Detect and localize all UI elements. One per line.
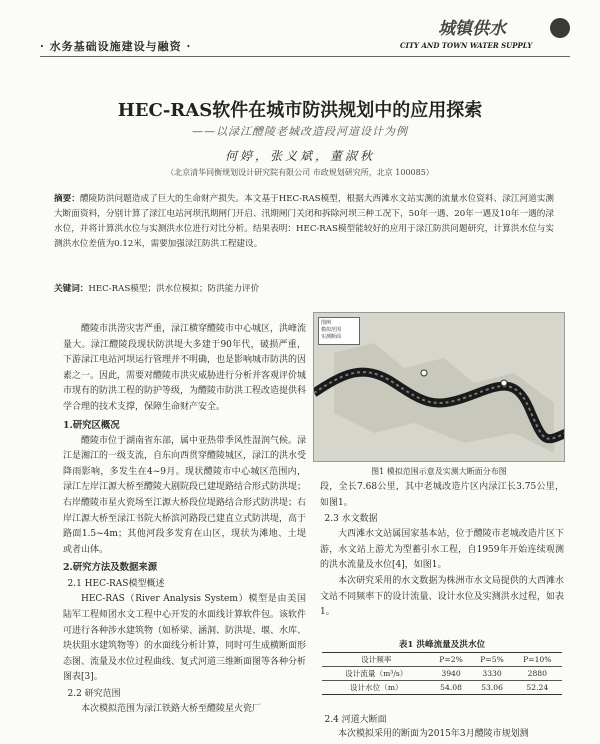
table-cell: 3330 bbox=[472, 667, 513, 681]
paper-title: HEC-RAS软件在城市防洪规划中的应用探索 bbox=[117, 100, 483, 121]
section-2-3-paragraph-b: 本次研究采用的水文数据为株洲市水文局提供的大西滩水文站不同频率下的设计流量、设计水位及实测洪水过程，如表1。 bbox=[320, 575, 564, 618]
table-header-cell: P=5% bbox=[472, 653, 513, 667]
abstract bbox=[54, 192, 554, 252]
legend-title: 图例 bbox=[321, 320, 332, 326]
subsection-heading-2-1: 2.1 HEC-RAS模型概述 bbox=[67, 579, 165, 590]
station-marker bbox=[501, 380, 507, 386]
map-legend bbox=[318, 317, 360, 345]
brand-cn: 城镇供水 bbox=[438, 19, 506, 39]
table-cell: 设计流量（m³/s） bbox=[322, 667, 431, 681]
legend-item-range: 模拟范围 bbox=[321, 327, 342, 333]
section-heading-1: 1.研究区概况 bbox=[63, 419, 120, 431]
legend-item-section: 实测断面 bbox=[321, 334, 342, 340]
paper-authors: 何婷，张义斌，董淑秋 bbox=[224, 149, 375, 163]
paper-subtitle: ——以渌江醴陵老城改造段河道设计为例 bbox=[192, 125, 408, 138]
figure-1-map bbox=[313, 312, 565, 462]
figure-1-caption: 图1 模拟范围示意及实测大断面分布图 bbox=[371, 467, 507, 476]
keywords-label: 关键词： bbox=[54, 284, 89, 294]
journal-section: · 水务基础设施建设与融资 · bbox=[40, 40, 192, 53]
abstract-label: 摘要： bbox=[54, 194, 80, 204]
table-header-cell: 设计频率 bbox=[322, 653, 431, 667]
table-row bbox=[322, 667, 562, 681]
paper-affiliation: （北京清华同衡规划设计研究院有限公司 市政规划研究所，北京 100085） bbox=[166, 168, 434, 177]
journal-logo-icon bbox=[550, 18, 570, 38]
table-header-cell: P=2% bbox=[431, 653, 472, 667]
section-2-2-paragraph: 本次模拟范围为渌江铁路大桥至醴陵星火瓷厂 bbox=[81, 703, 262, 714]
right-column bbox=[320, 480, 564, 621]
abstract-text: 醴陵防洪问题造成了巨大的生命财产损失。本文基于HEC-RAS模型，根据大西滩水文站实测的流量水位资料、渌江河道实测大断面资料，分别计算了渌江电站河坝汛期闸门开启、汛期闸门关闭和拆除河坝三种工况下，50年一遇、20年一遇及10年一遇的渌水位，并将计算洪水位与实测洪水位进行对比分析。结果表明：HEC-RAS模型能较好的应用于渌江防洪问题研究，计算洪水位与实测洪水位差值为0.12米，需要加强渌江防洪工程建设。 bbox=[54, 194, 554, 249]
table-cell: 2880 bbox=[513, 667, 562, 681]
intro-paragraph: 醴陵市洪涝灾害严重，渌江横穿醴陵市中心城区，洪峰流量大。渌江醴陵段现状防洪堤大多建于90年代，破损严重，下游渌江电站河坝运行管理并不明确，也是影响城市防洪的因素之一。因此，需要对醴陵市洪灾威胁进行分析并客观评价城市现有的防洪工程的防护等级，为醴陵市防洪工程改造提供科学合理的技术支撑，保障生命财产安全。 bbox=[63, 324, 307, 412]
header-rule bbox=[40, 56, 570, 57]
keywords-text: HEC-RAS模型；洪水位模拟；防洪能力评价 bbox=[88, 284, 260, 294]
section-2-4-block bbox=[320, 727, 564, 743]
table-cell: 3940 bbox=[431, 667, 472, 681]
table-cell: 54.08 bbox=[431, 681, 472, 695]
table-cell: 设计水位（m） bbox=[322, 681, 431, 695]
continued-paragraph: 段，全长7.68公里，其中老城改造片区内渌江长3.75公里，如图1。 bbox=[320, 482, 564, 508]
keywords bbox=[54, 282, 554, 294]
journal-brand bbox=[400, 14, 570, 54]
table-1-caption: 表1 洪峰流量及洪水位 bbox=[398, 640, 486, 650]
table-1 bbox=[322, 652, 562, 695]
subsection-heading-2-3: 2.3 水文数据 bbox=[324, 514, 378, 525]
left-column bbox=[63, 322, 306, 717]
station-marker bbox=[421, 370, 427, 376]
right-column-bottom bbox=[320, 712, 564, 728]
brand-en: CITY AND TOWN WATER SUPPLY bbox=[400, 41, 533, 50]
section-2-3-paragraph-a: 大西滩水文站属国家基本站，位于醴陵市老城改造片区下游，水文站上游尤为型蓄引水工程，自1959年开始连续观测的洪水流量及水位[4]，如图1。 bbox=[320, 529, 564, 571]
table-cell: 52.24 bbox=[513, 681, 562, 695]
table-header-row bbox=[322, 653, 562, 667]
section-1-paragraph: 醴陵市位于湖南省东部，属中亚热带季风性湿润气候。渌江是湘江的一级支流，自东向西贯穿醴陵城区，渌江的洪水受降雨影响，多发生在4~9月。现状醴陵市中心城区范围内，渌江左岸江源大桥至醴陵大剧院段已建堤路结合形式防洪堤；右岸醴陵市星火瓷场至江源大桥段位堤路结合形式防洪堤；右岸江源大桥至渌江书院大桥滨河路段已建直立式防洪堤，高于路面1.5~4m；其他河段多发育在山区，现状为滩地、土堤或者山体。 bbox=[63, 435, 307, 555]
table-header-cell: P=10% bbox=[513, 653, 562, 667]
section-2-4-paragraph: 本次模拟采用的断面为2015年3月醴陵市规划测 bbox=[338, 729, 529, 739]
section-2-1-paragraph: HEC-RAS（River Analysis System）模型是由美国陆军工程师团水文工程中心开发的水面线计算软件包。该软件可进行各种涉水建筑物（如桥梁、涵洞、防洪堤、堰、水库、块状阻水建筑物等）的水面线分析计算，同时可生成横断面形态图、流量及水位过程曲线、复式河道三维断面图等各种分析图表[3]。 bbox=[63, 594, 307, 683]
section-heading-2: 2.研究方法及数据来源 bbox=[63, 562, 158, 574]
table-row bbox=[322, 681, 562, 695]
subsection-heading-2-4: 2.4 河道大断面 bbox=[324, 715, 387, 725]
subsection-heading-2-2: 2.2 研究范围 bbox=[67, 688, 121, 699]
table-cell: 53.06 bbox=[472, 681, 513, 695]
